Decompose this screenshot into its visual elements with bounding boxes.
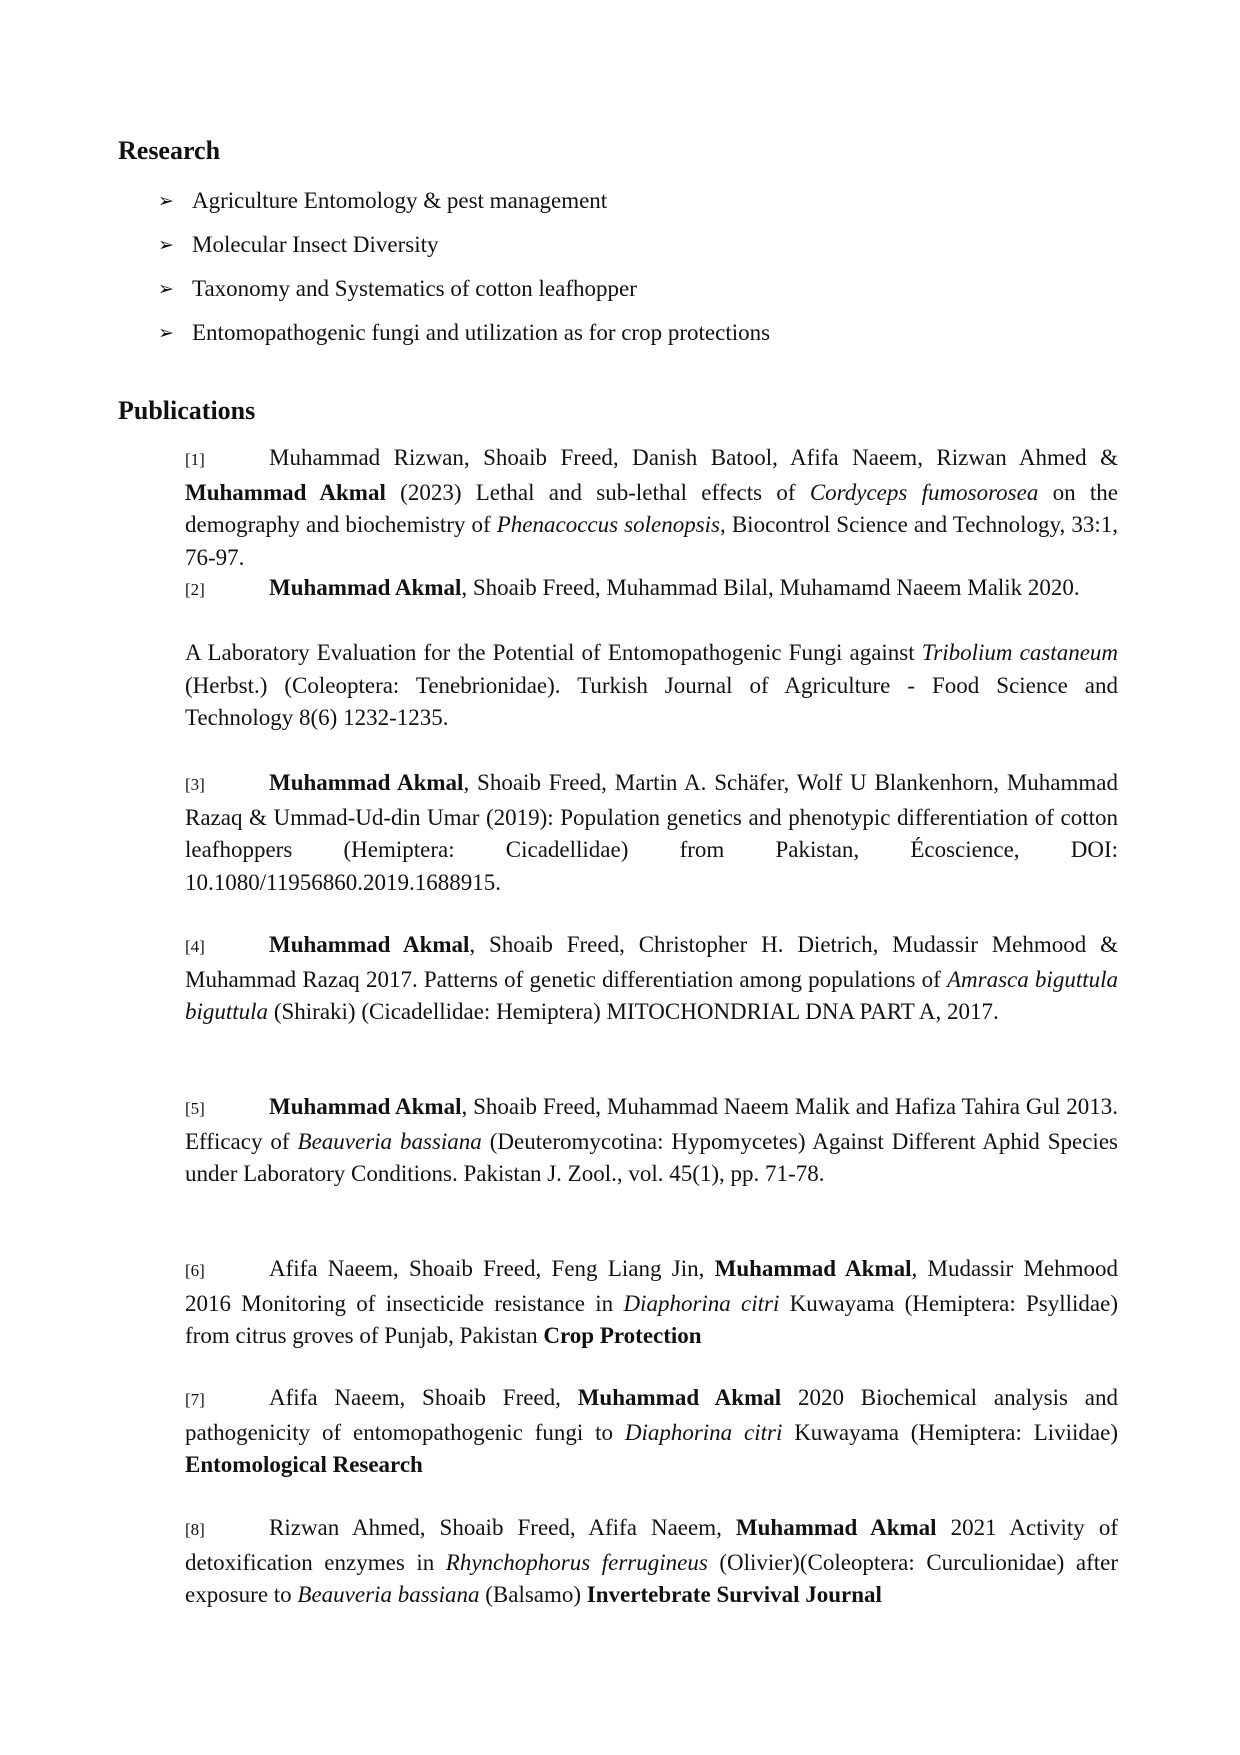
species-name: Rhynchophorus ferrugineus (445, 1549, 708, 1575)
publication-authors: Rizwan Ahmed, Shoaib Freed, Afifa Naeem, (269, 1515, 736, 1540)
publication-number: [1] (185, 450, 205, 469)
species-name: Beauveria bassiana (297, 1128, 482, 1154)
highlighted-author: Muhammad Akmal (269, 575, 462, 600)
highlighted-author: Muhammad Akmal (185, 479, 386, 505)
species-name: Beauveria bassiana (297, 1582, 480, 1607)
publication-text: on the demography and biochemistry of (185, 479, 1118, 537)
publication-number: [8] (185, 1520, 205, 1539)
publication-text: , Shoaib Freed, Muhammad Bilal, Muhamamd Naeem Malik 2020. (461, 575, 1080, 600)
research-item-label: Taxonomy and Systematics of cotton leafhopper (192, 276, 637, 301)
arrow-bullet-icon: ➢ (158, 190, 174, 212)
species-name: Diaphorina citri (624, 1419, 783, 1445)
publication-text: , Shoaib Freed, Christopher H. Dietrich, Mudassir Mehmood & Muhammad Razaq 2017. Patterns of genetic differentiation among populations of (185, 932, 1118, 992)
research-item-label: Agriculture Entomology & pest management (192, 188, 608, 213)
highlighted-author: Muhammad Akmal (735, 1515, 937, 1540)
publication-entry-continued (185, 637, 1118, 735)
publication-entry (185, 1382, 1118, 1482)
publication-number: [5] (185, 1099, 205, 1118)
publication-authors: Afifa Naeem, Shoaib Freed, Feng Liang Jin, (269, 1256, 715, 1281)
highlighted-author: Muhammad Akmal (714, 1256, 912, 1281)
publication-authors: Muhammad Rizwan, Shoaib Freed, Danish Batool, Afifa Naeem, Rizwan Ahmed & (269, 445, 1118, 470)
publication-text: Kuwayama (Hemiptera: Liviidae) (782, 1419, 1118, 1445)
research-item (0, 274, 1240, 304)
publication-text: 2021 Activity of detoxification enzymes in (185, 1515, 1118, 1575)
research-item (0, 186, 1240, 216)
research-item (0, 230, 1240, 260)
journal-name: Entomological Research (185, 1452, 423, 1477)
publication-text: , Mudassir Mehmood 2016 Monitoring of insecticide resistance in (185, 1256, 1118, 1316)
highlighted-author: Muhammad Akmal (269, 1094, 462, 1119)
journal-name: Invertebrate Survival Journal (586, 1582, 882, 1607)
publication-text: (Olivier)(Coleoptera: Curculionidae) after exposure to (185, 1549, 1118, 1607)
publication-text: , Shoaib Freed, Martin A. Schäfer, Wolf U Blankenhorn, Muhammad Razaq & Ummad-Ud-din Umar (2019): Population genetics and phenotypic differentiation of cotton leafhoppers (Hemiptera: Cicadellidae) from Pakistan, Écoscience, DOI: 10.1080/11956860.2019.1688915. (185, 770, 1119, 895)
publication-text: 2020 Biochemical analysis and pathogenicity of entomopathogenic fungi to (185, 1385, 1118, 1445)
publication-text: (Balsamo) (479, 1582, 587, 1607)
research-heading: Research (118, 136, 221, 165)
arrow-bullet-icon: ➢ (158, 234, 174, 256)
journal-name: Crop Protection (543, 1323, 702, 1348)
publication-text: (Deuteromycotina: Hypomycetes) Against Different Aphid Species under Laboratory Conditions. Pakistan J. Zool., vol. 45(1), pp. 71-78. (185, 1128, 1118, 1186)
publication-text: (2023) Lethal and sub-lethal effects of (385, 479, 810, 505)
publication-authors: Afifa Naeem, Shoaib Freed, (269, 1385, 578, 1410)
research-item-label: Molecular Insect Diversity (192, 232, 439, 257)
publication-entry (185, 1091, 1118, 1191)
publication-number: [4] (185, 937, 205, 956)
publication-number: [7] (185, 1390, 205, 1409)
publication-text: Kuwayama (Hemiptera: Psyllidae) from citrus groves of Punjab, Pakistan (185, 1290, 1119, 1348)
research-item (0, 318, 1240, 348)
highlighted-author: Muhammad Akmal (269, 932, 470, 957)
publication-number: [6] (185, 1261, 205, 1280)
highlighted-author: Muhammad Akmal (269, 770, 464, 795)
publication-entry (185, 1253, 1118, 1353)
species-name: Diaphorina citri (623, 1290, 780, 1316)
species-name: Tribolium castaneum (921, 640, 1119, 665)
highlighted-author: Muhammad Akmal (577, 1385, 782, 1410)
publication-number: [2] (185, 580, 205, 599)
publication-text: , Shoaib Freed, Muhammad Naeem Malik and Hafiza Tahira Gul 2013. Efficacy of (185, 1094, 1118, 1154)
publications-heading: Publications (118, 396, 256, 425)
species-name: Amrasca biguttula biguttula (185, 966, 1118, 1024)
publication-entry (185, 442, 1118, 574)
publication-entry (185, 572, 1118, 607)
publication-number: [3] (185, 775, 205, 794)
publication-entry (185, 929, 1118, 1029)
publication-entry (185, 1512, 1118, 1612)
research-item-label: Entomopathogenic fungi and utilization as for crop protections (192, 320, 771, 345)
arrow-bullet-icon: ➢ (158, 322, 174, 344)
publication-entry (185, 767, 1118, 899)
species-name: Phenacoccus solenopsis (496, 512, 721, 537)
publication-text: , Biocontrol Science and Technology, 33:1, 76-97. (185, 512, 1118, 570)
arrow-bullet-icon: ➢ (158, 278, 174, 300)
publication-text: (Shiraki) (Cicadellidae: Hemiptera) MITOCHONDRIAL DNA PART A, 2017. (268, 999, 999, 1024)
publication-text: (Herbst.) (Coleoptera: Tenebrionidae). Turkish Journal of Agriculture - Food Science and Technology 8(6) 1232-1235. (185, 672, 1118, 730)
publication-text: A Laboratory Evaluation for the Potential of Entomopathogenic Fungi against (185, 640, 922, 665)
species-name: Cordyceps fumosorosea (809, 479, 1039, 505)
